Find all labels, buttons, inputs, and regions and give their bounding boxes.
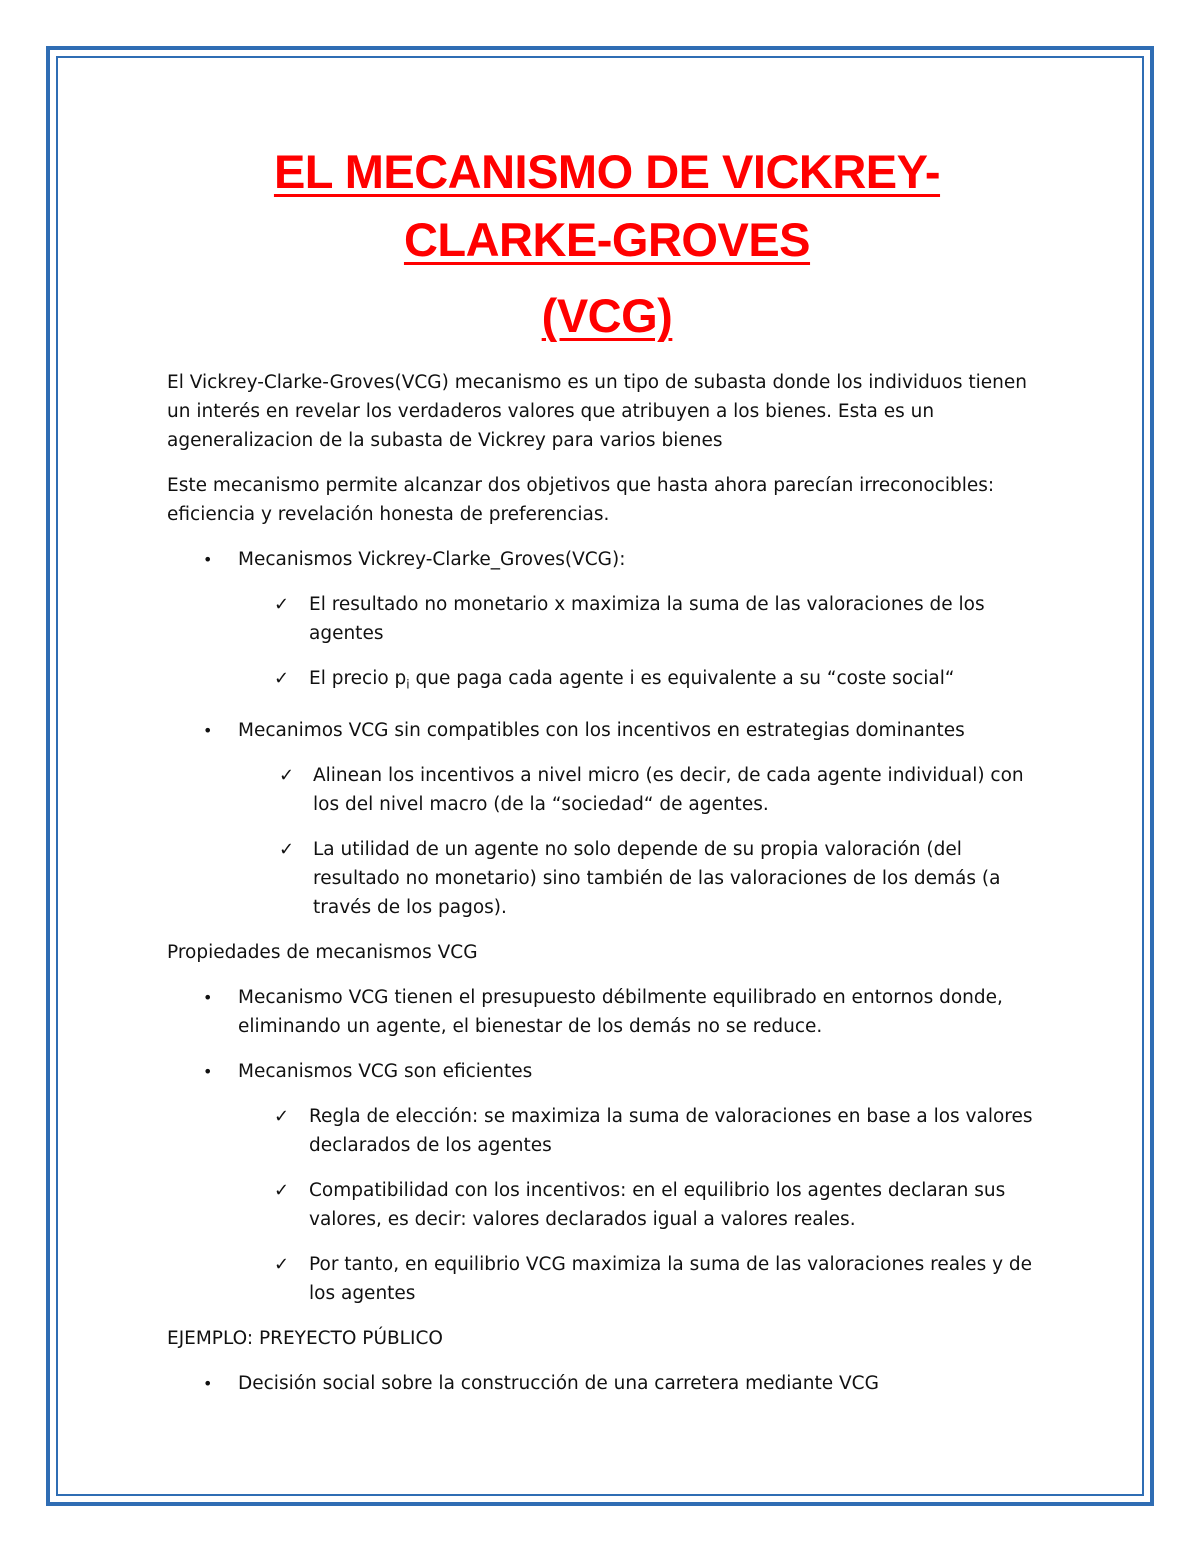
checkmark-icon: ✓ [279,764,295,786]
intro-paragraph: El Vickrey-Clarke-Groves(VCG) mecanismo es un tipo de subasta donde los individuos tienen un interés en revelar los verdaderos valores que atribuyen a los bienes. Esta es un ageneralizacion de la subasta de Vickrey para varios bienes [167,372,1027,451]
bullet-text: Mecanimos VCG sin compatibles con los incentivos en estrategias dominantes [238,719,965,741]
list-item [167,1102,1047,1160]
checkmark-icon: ✓ [274,1105,290,1127]
list-item [167,1369,1047,1398]
check-text: Regla de elección: se maximiza la suma de valoraciones en base a los valores declarados de los agentes [309,1105,1033,1156]
bullet-icon: • [203,550,213,569]
checkmark-icon: ✓ [274,1179,290,1201]
bullet-icon: • [203,720,213,740]
checkmark-icon: ✓ [274,594,290,615]
subscript: i [406,677,410,692]
example-heading: EJEMPLO: PREYECTO PÚBLICO [167,1327,443,1349]
list-item [167,835,1047,922]
bullet-text: Mecanismos VCG son eficientes [238,1060,533,1082]
list-item [167,1057,1047,1086]
bullet-icon: • [203,1061,213,1081]
bullet-icon: • [203,987,213,1007]
check-text: La utilidad de un agente no solo depende de su propia valoración (del resultado no monetario) sino también de las valoraciones de los demás (a través de los pagos). [313,838,1001,918]
check-text [309,668,955,692]
document-body [167,138,1047,1398]
title-line-3: (VCG) [541,289,673,342]
check-text: El resultado no monetario x maximiza la suma de las valoraciones de los agentes [309,594,985,644]
properties-heading: Propiedades de mecanismos VCG [167,941,478,963]
checkmark-icon: ✓ [274,1253,290,1275]
bullet-text: Decisión social sobre la construcción de una carretera mediante VCG [238,1372,879,1394]
list-item [167,1176,1047,1234]
check-text: Compatibilidad con los incentivos: en el equilibrio los agentes declaran sus valores, es decir: valores declarados igual a valores reales. [309,1179,1006,1230]
check-text: Por tanto, en equilibrio VCG maximiza la suma de las valoraciones reales y de los agentes [309,1253,1033,1304]
list-item [167,545,1047,574]
checkmark-icon: ✓ [274,668,290,689]
objectives-paragraph: Este mecanismo permite alcanzar dos objetivos que hasta ahora parecían irreconocibles: eficiencia y revelación honesta de preferencias. [167,475,995,525]
document-title [167,138,1047,350]
list-item [167,590,1047,648]
checkmark-icon: ✓ [279,838,295,860]
check-text-part: que paga cada agente i es equivalente a su “coste social“ [409,668,955,689]
bullet-text: Mecanismo VCG tienen el presupuesto débilmente equilibrado en entornos donde, eliminando un agente, el bienestar de los demás no se reduce. [238,986,1003,1037]
list-item [167,983,1047,1041]
list-item [167,716,1047,745]
check-text: Alinean los incentivos a nivel micro (es decir, de cada agente individual) con los del nivel macro (de la “sociedad“ de agentes. [313,764,1024,815]
title-line-2: CLARKE-GROVES [403,213,811,266]
bullet-text: Mecanismos Vickrey-Clarke_Groves(VCG): [238,549,626,570]
check-text-part: El precio p [309,668,407,689]
list-item [167,761,1047,819]
title-line-1: EL MECANISMO DE VICKREY- [273,145,941,198]
list-item [167,664,1047,700]
bullet-icon: • [203,1373,213,1393]
list-item [167,1250,1047,1308]
